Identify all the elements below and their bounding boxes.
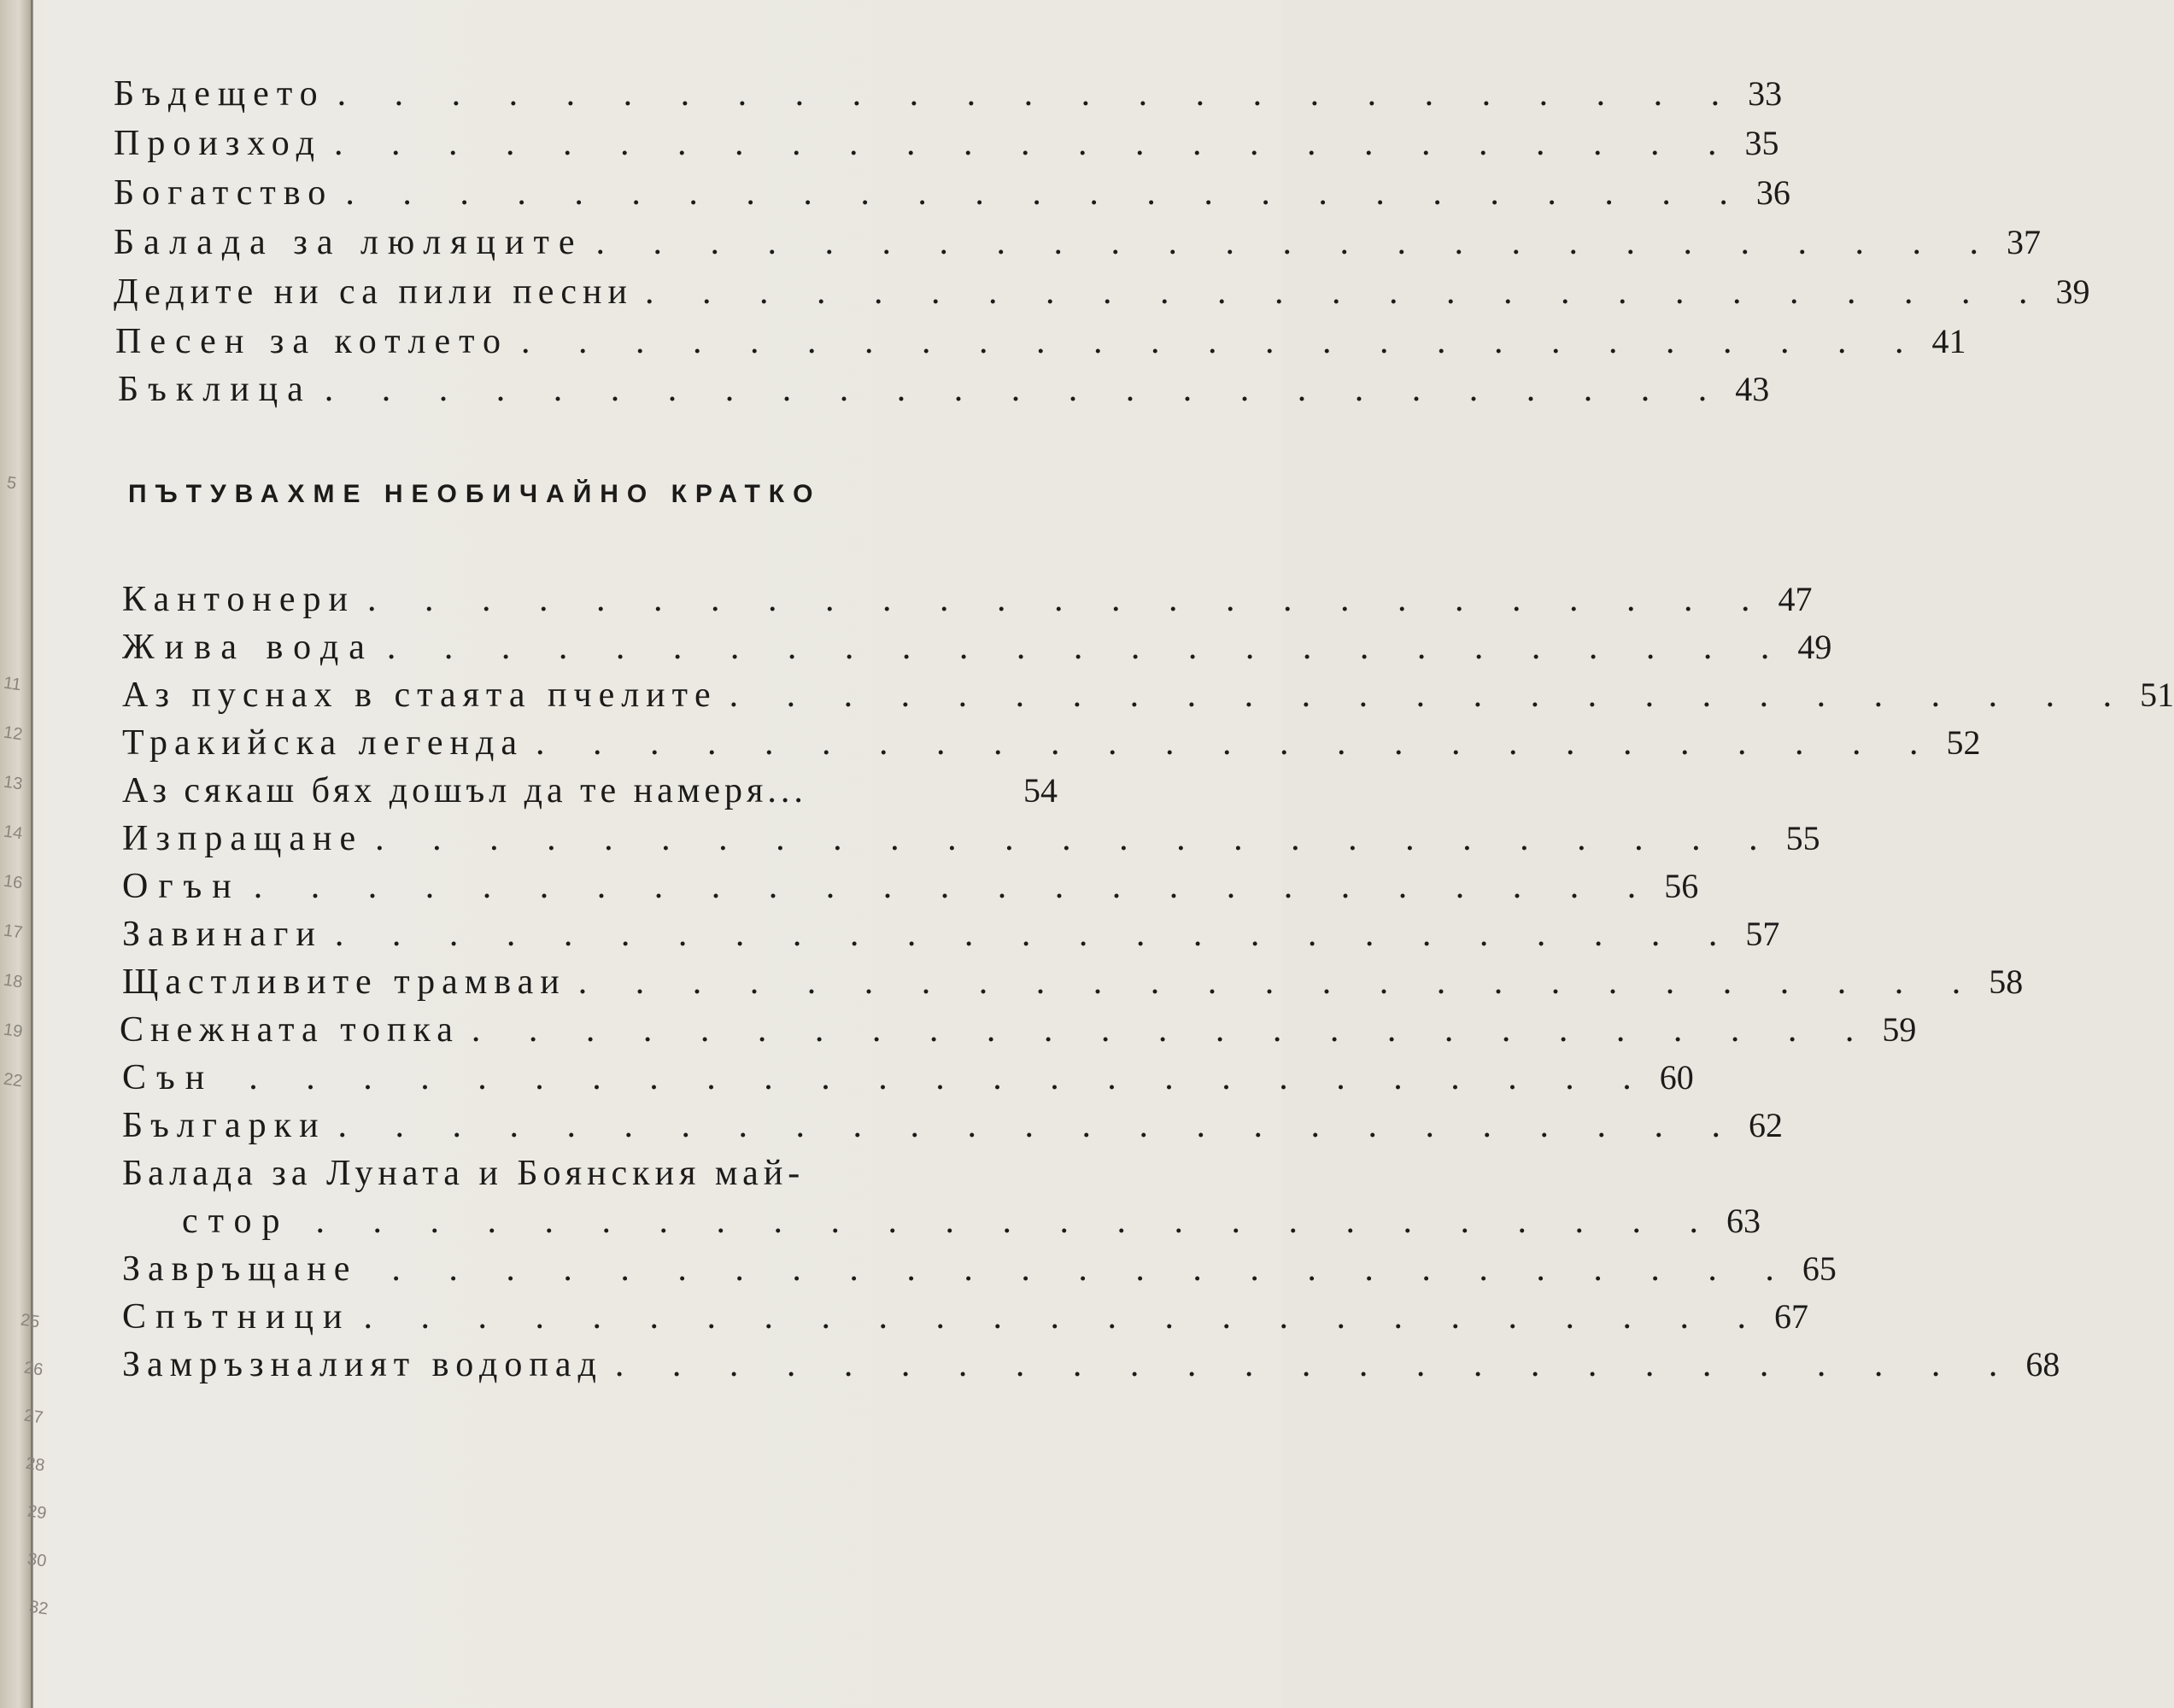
toc-entry-title: Балада за люляците <box>114 223 584 262</box>
toc-entry-title: Завръщане <box>122 1249 358 1289</box>
margin-number: 19 <box>2 1020 24 1042</box>
margin-number: 5 <box>5 473 18 494</box>
toc-entry-page: 37 <box>2007 223 2041 261</box>
toc-entry-page: 63 <box>1726 1202 1761 1240</box>
toc-entry <box>122 1103 1784 1148</box>
toc-leader-dots: . . . . . . . . . . . . . . . . . . . . . . . . . <box>471 1010 1874 1050</box>
toc-entry-page: 39 <box>2055 272 2090 311</box>
margin-number: 17 <box>2 921 24 943</box>
margin-number: 18 <box>2 970 24 992</box>
toc-entry <box>114 220 2041 265</box>
toc-leader-dots: . . . . . . . . . . . . . . . . . . . . . . . . . <box>386 628 1790 667</box>
toc-entry-title: Бъклица <box>118 370 313 409</box>
toc-leader-dots: . . . . . . . . . . . . . . . . . . . . . . . . . <box>345 173 1748 213</box>
toc-entry <box>114 72 1783 116</box>
toc-entry-title: Сън <box>122 1058 215 1097</box>
margin-number: 26 <box>22 1358 44 1380</box>
toc-leader-dots: . . . . . . . . . . . . . . . . . . . . . . . . . <box>333 124 1737 163</box>
toc-entry-page: 60 <box>1659 1058 1694 1097</box>
toc-leader-dots: . . . . . . . . . . . . . . . . . . . . . . . . . <box>337 1106 1741 1145</box>
toc-entry <box>120 1008 1917 1052</box>
toc-entry-multiline-first <box>122 1151 1058 1196</box>
toc-entry-page: 68 <box>2025 1345 2060 1383</box>
toc-entry <box>115 319 1966 364</box>
toc-entry-title: Дедите ни са пили песни <box>114 272 633 312</box>
toc-entry <box>122 960 2024 1004</box>
margin-number: 14 <box>2 822 24 844</box>
toc-entry-page: 55 <box>1785 819 1820 857</box>
toc-entry <box>122 673 2174 717</box>
toc-entry <box>122 1342 2060 1387</box>
toc-entry-title: Бъдещето <box>114 74 325 114</box>
toc-entry-multiline-cont <box>182 1199 1761 1243</box>
toc-entry <box>122 1295 1808 1339</box>
toc-leader-dots: . . . . . . . . . . . . . . . . . . . . . . . . . <box>366 580 1770 619</box>
toc-entry-title: Щастливите трамваи <box>122 962 566 1002</box>
toc-entry <box>118 367 1770 412</box>
toc-leader-dots: . . . . . . . . . . . . . . . . . . . . . . . . . <box>337 74 1740 114</box>
toc-entry <box>122 577 1813 622</box>
margin-number: 28 <box>24 1454 46 1476</box>
toc-entry-title: Завинаги <box>122 915 323 954</box>
toc-entry-title: Спътници <box>122 1297 352 1337</box>
margin-number: 32 <box>27 1597 50 1619</box>
toc-entry-title: Изпращане <box>122 819 364 858</box>
margin-number: 16 <box>2 871 24 893</box>
toc-entry-page: 49 <box>1797 628 1832 666</box>
toc-entry-page: 54 <box>1023 771 1058 810</box>
toc-entry-title: Песен за котлето <box>115 322 509 361</box>
toc-leader-dots: . . . . . . . . . . . . . . . . . . . . . . . . . <box>315 1202 1718 1241</box>
toc-leader-dots: . . . . . . . . . . . . . . . . . . . . . . . . . <box>375 819 1778 858</box>
margin-number: 13 <box>2 772 24 794</box>
toc-entry-page: 51 <box>2140 676 2174 714</box>
toc-leader-dots: . . . . . . . . . . . . . . . . . . . . . . . . . <box>391 1249 1794 1289</box>
toc-entry-page: 33 <box>1748 74 1783 113</box>
toc-entry-title: Кантонери <box>122 580 355 619</box>
toc-entry-title: Снежната топка <box>120 1010 460 1050</box>
toc-entry-page: 36 <box>1755 173 1790 212</box>
toc-entry <box>122 816 1820 861</box>
toc-entry-page: 65 <box>1802 1249 1837 1288</box>
toc-entry-page: 58 <box>1989 962 2024 1001</box>
toc-entry-page: 67 <box>1773 1297 1808 1336</box>
toc-entry-page: 47 <box>1778 580 1813 618</box>
toc-leader-dots: . . . . . . . . . . . . . . . . . . . . . . . . . <box>363 1297 1766 1337</box>
toc-entry-page: 52 <box>1946 723 1981 762</box>
section-heading: ПЪТУВАХМЕ НЕОБИЧАЙНО КРАТКО <box>128 480 822 508</box>
toc-entry-title-continued: стор <box>182 1202 290 1241</box>
margin-number: 11 <box>2 673 23 695</box>
toc-entry-page: 35 <box>1744 124 1779 162</box>
toc-leader-dots: . . . . . . . . . . . . . . . . . . . . . . . . . <box>614 1345 2018 1384</box>
toc-entry <box>122 1056 1694 1100</box>
toc-entry-title: Богатство <box>114 173 334 213</box>
margin-number: 30 <box>26 1549 48 1571</box>
toc-leader-dots: . . . . . . . . . . . . . . . . . . . . . . . . . <box>595 223 1998 262</box>
toc-entry-page: 59 <box>1882 1010 1917 1049</box>
margin-number: 25 <box>19 1310 41 1332</box>
toc-entry <box>122 912 1780 956</box>
margin-number: 29 <box>26 1501 48 1524</box>
toc-leader-dots: . . . . . . . . . . . . . . . . . . . . . . . . . <box>536 723 1938 763</box>
margin-number: 22 <box>2 1069 24 1091</box>
toc-entry-page: 62 <box>1749 1106 1784 1144</box>
margin-number: 12 <box>2 722 24 745</box>
toc-entry-page: 43 <box>1735 370 1770 408</box>
toc-entry-title: Огън <box>122 867 242 906</box>
toc-leader-dots: . . . . . . . . . . . . . . . . . . . . . . . . . <box>645 272 2048 312</box>
toc-entry <box>122 864 1699 909</box>
toc-entry-page: 41 <box>1931 322 1966 360</box>
toc-leader-dots: . . . . . . . . . . . . . . . . . . . . . . . . . <box>520 322 1924 361</box>
toc-entry-page: 57 <box>1745 915 1780 953</box>
toc-entry-title: Замръзналият водопад <box>122 1345 603 1384</box>
toc-entry-title: Тракийска легенда <box>122 723 524 763</box>
toc-entry-title: Аз сякаш бях дошъл да те намеря... <box>122 771 807 810</box>
toc-entry-title: Аз пуснах в стаята пчелите <box>122 676 718 715</box>
toc-leader-dots: . . . . . . . . . . . . . . . . . . . . . . . . . <box>577 962 1981 1002</box>
toc-entry <box>114 171 1790 215</box>
toc-entry <box>122 721 1981 765</box>
toc-entry <box>114 121 1779 166</box>
toc-leader-dots: . . . . . . . . . . . . . . . . . . . . . . . . . <box>249 1058 1651 1097</box>
margin-number: 27 <box>22 1406 44 1428</box>
toc-entry <box>114 270 2090 314</box>
toc-entry-title: Балада за Луната и Боянския май- <box>122 1154 806 1193</box>
toc-entry <box>122 769 1058 813</box>
toc-entry-title: Произход <box>114 124 322 163</box>
toc-leader-dots: . . . . . . . . . . . . . . . . . . . . . . . . . <box>729 676 2132 715</box>
toc-leader-dots: . . . . . . . . . . . . . . . . . . . . . . . . . <box>324 370 1727 409</box>
toc-entry-page: 56 <box>1664 867 1699 905</box>
toc-entry-title: Жива вода <box>122 628 375 667</box>
toc-entry <box>122 1247 1837 1291</box>
toc-leader-dots: . . . . . . . . . . . . . . . . . . . . . . . . . <box>253 867 1656 906</box>
toc-entry-title: Българки <box>122 1106 326 1145</box>
toc-entry <box>122 625 1832 670</box>
toc-leader-dots: . . . . . . . . . . . . . . . . . . . . . . . . . <box>334 915 1737 954</box>
